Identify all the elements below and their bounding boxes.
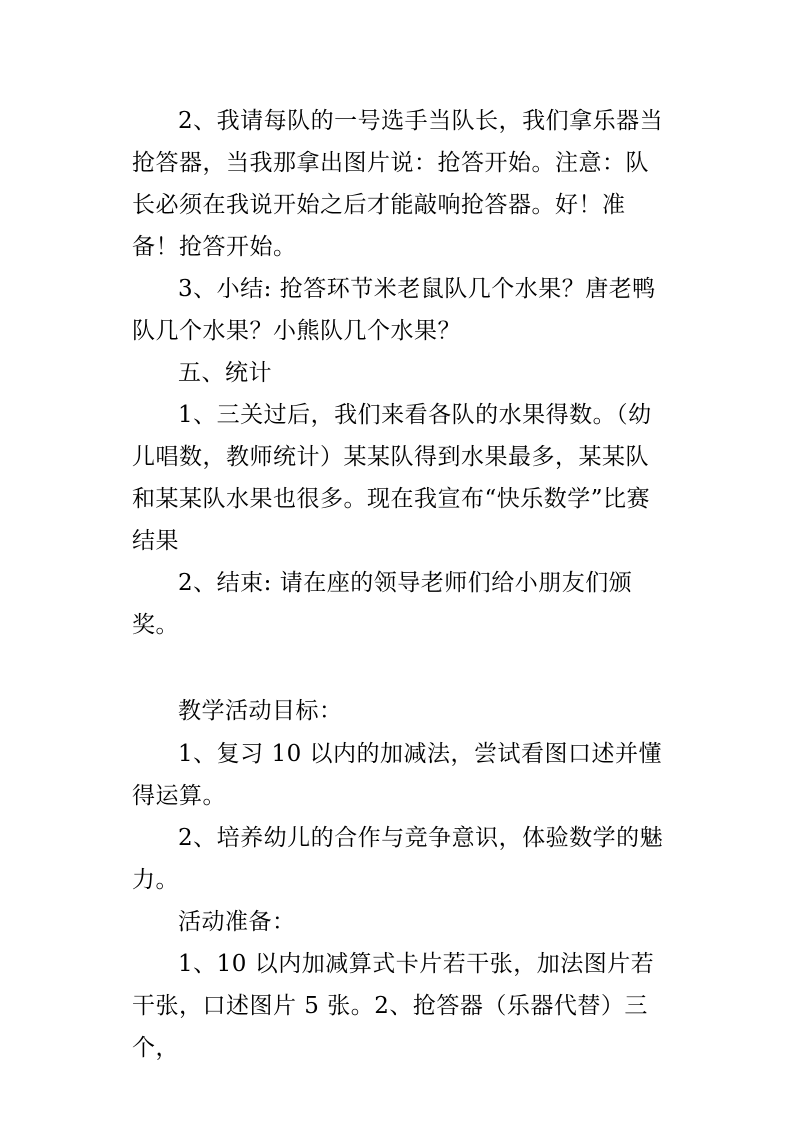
paragraph-objective-2: 2、培养幼儿的合作与竞争意识，体验数学的魅力。 [132,825,664,893]
paragraph-objective-1: 1、复习 10 以内的加减法，尝试看图口述并懂得运算。 [132,741,663,809]
paragraph-statistics: 1、三关过后，我们来看各队的水果得数。（幼儿唱数，教师统计）某某队得到水果最多，某某队和某某队水果也很多。现在我宣布“快乐数学”比赛结果 [132,402,652,554]
section-heading-preparation: 活动准备： [178,909,296,935]
section-heading-objectives: 教学活动目标： [178,698,343,724]
paragraph-team-captain: 2、我请每队的一号选手当队长，我们拿乐器当抢答器，当我那拿出图片说：抢答开始。注意：队长必须在我说开始之后才能敲响抢答器。好！准备！抢答开始。 [132,108,664,260]
paragraph-ending: 2、结束: 请在座的领导老师们给小朋友们颁奖。 [132,570,633,638]
paragraph-summary: 3、小结: 抢答环节米老鼠队几个水果？唐老鸭队几个水果？小熊队几个水果？ [132,276,656,344]
section-heading-statistics: 五、统计 [178,360,272,386]
paragraph-preparation: 1、10 以内加减算式卡片若干张，加法图片若干张，口述图片 5 张。2、抢答器（乐器代替）三个， [132,951,655,1061]
